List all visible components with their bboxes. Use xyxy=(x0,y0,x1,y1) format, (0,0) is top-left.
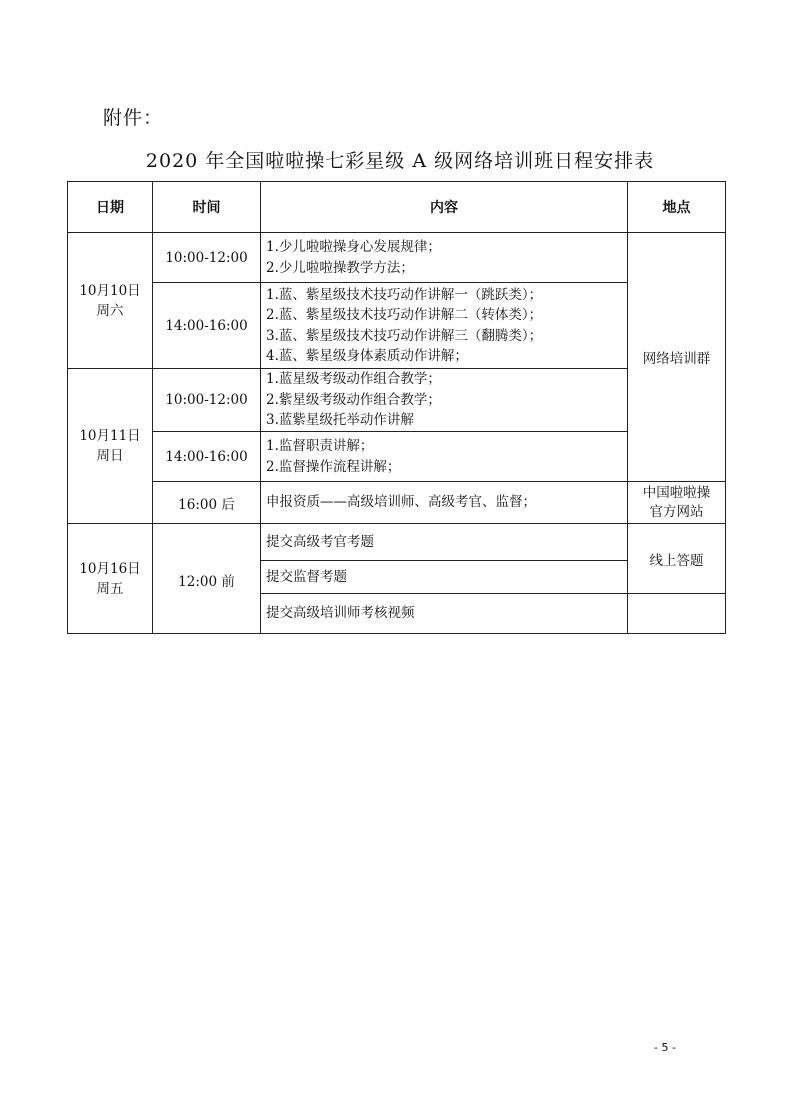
header-location: 地点 xyxy=(628,182,726,233)
table-row xyxy=(68,233,726,283)
date-cell-day2 xyxy=(68,369,153,524)
table-row xyxy=(68,283,726,369)
content-line: 1.监督职责讲解； xyxy=(266,438,374,454)
location-cell-online-group: 网络培训群 xyxy=(628,233,726,482)
weekday-label: 周五 xyxy=(96,580,124,597)
date-label: 10月10日 xyxy=(79,282,141,299)
content-cell xyxy=(261,369,628,432)
content-line: 2.监督操作流程讲解； xyxy=(266,458,401,475)
content-line: 2.少儿啦啦操教学方法； xyxy=(266,259,414,276)
time-cell: 10:00-12:00 xyxy=(153,233,261,283)
location-line: 官方网站 xyxy=(649,503,704,520)
location-cell-official-site xyxy=(628,482,726,524)
content-line: 1.蓝、紫星级技术技巧动作讲解一（跳跃类）； xyxy=(266,286,543,303)
content-cell xyxy=(261,432,628,482)
header-time: 时间 xyxy=(153,182,261,233)
content-line: 1.少儿啦啦操身心发展规律； xyxy=(266,239,441,255)
time-cell: 14:00-16:00 xyxy=(153,432,261,482)
page-title: 2020 年全国啦啦操七彩星级 A 级网络培训班日程安排表 xyxy=(145,150,655,172)
content-line: 4.蓝、紫星级身体素质动作讲解； xyxy=(266,348,468,364)
content-line: 2.紫星级考级动作组合教学； xyxy=(266,391,441,408)
location-cell-online-answer: 线上答题 xyxy=(628,524,726,594)
header-content: 内容 xyxy=(261,182,628,233)
table-row xyxy=(68,432,726,482)
time-cell: 12:00 前 xyxy=(153,524,261,634)
content-cell: 提交高级培训师考核视频 xyxy=(261,594,628,634)
time-cell: 10:00-12:00 xyxy=(153,369,261,432)
empty-cell xyxy=(628,594,726,634)
content-cell xyxy=(261,233,628,283)
table-row xyxy=(68,482,726,524)
content-cell: 提交监督考题 xyxy=(261,561,628,594)
content-line: 3.蓝紫星级托举动作讲解 xyxy=(266,412,414,429)
schedule-table xyxy=(67,181,726,634)
location-line: 中国啦啦操 xyxy=(642,484,711,501)
date-label: 10月16日 xyxy=(79,560,141,577)
date-cell-day1 xyxy=(68,233,153,369)
page-number: - 5 - xyxy=(654,1041,676,1054)
time-cell: 14:00-16:00 xyxy=(153,283,261,369)
header-row xyxy=(68,182,726,233)
content-line: 2.蓝、紫星级技术技巧动作讲解二（转体类）； xyxy=(266,307,543,323)
content-line: 3.蓝、紫星级技术技巧动作讲解三（翻腾类）； xyxy=(266,327,543,344)
content-line: 1.蓝星级考级动作组合教学； xyxy=(266,371,441,388)
content-cell: 提交高级考官考题 xyxy=(261,524,628,561)
table-row xyxy=(68,369,726,432)
content-cell xyxy=(261,283,628,369)
weekday-label: 周六 xyxy=(96,302,124,319)
weekday-label: 周日 xyxy=(96,448,124,464)
table-row xyxy=(68,524,726,561)
header-date: 日期 xyxy=(68,182,153,233)
content-cell: 申报资质——高级培训师、高级考官、监督； xyxy=(261,482,628,524)
attachment-label: 附件： xyxy=(103,107,164,129)
time-cell: 16:00 后 xyxy=(153,482,261,524)
date-label: 10月11日 xyxy=(79,428,141,444)
date-cell-day3 xyxy=(68,524,153,634)
